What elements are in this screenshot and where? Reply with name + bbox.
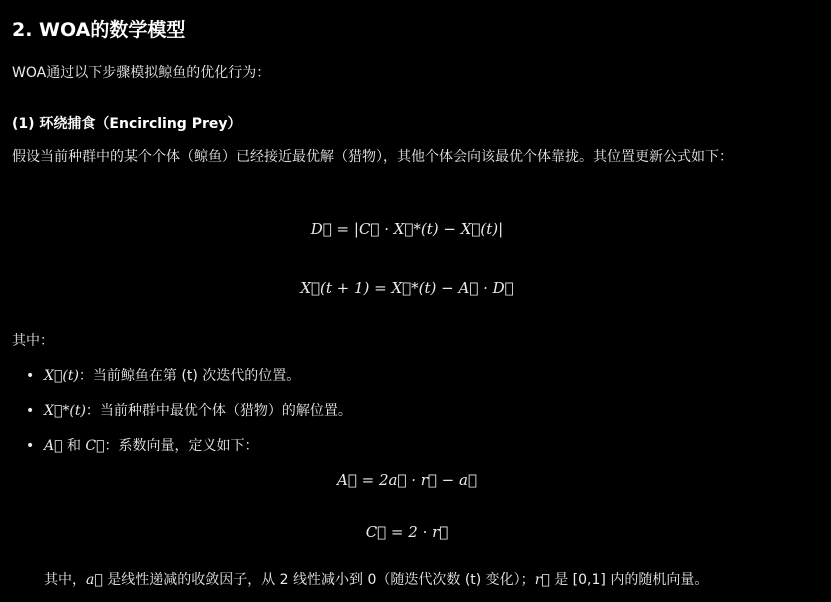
math-symbol: X⃗*(t)	[44, 403, 86, 419]
bullet-text: 和	[62, 438, 86, 454]
bullet-item	[26, 400, 352, 420]
bullet-item	[26, 365, 300, 385]
note-text: 是 [0,1] 内的随机向量。	[549, 572, 709, 588]
bullet-dot: •	[26, 368, 35, 384]
formula-c: C⃗ = 2 · r⃗	[365, 523, 449, 541]
formula-d: D⃗ = |C⃗ · X⃗*(t) − X⃗(t)|	[310, 220, 504, 238]
bullet-text: ：系数向量，定义如下：	[104, 438, 259, 454]
bullet-text: ：当前鲸鱼在第 (t) 次迭代的位置。	[78, 368, 301, 384]
where-label: 其中：	[12, 333, 54, 349]
math-symbol: r⃗	[534, 572, 550, 588]
math-symbol: C⃗	[85, 438, 105, 454]
bullet-item	[26, 435, 259, 455]
math-symbol: X⃗(t)	[44, 368, 79, 384]
note-text: 是线性递减的收敛因子，从 2 线性减小到 0（随迭代次数 (t) 变化）；	[102, 572, 535, 588]
bullet-dot: •	[26, 403, 35, 419]
intro-paragraph: WOA通过以下步骤模拟鲸鱼的优化行为：	[12, 65, 271, 81]
bullet-dot: •	[26, 438, 35, 454]
note-paragraph	[44, 569, 708, 589]
math-symbol: a⃗	[86, 572, 103, 588]
formula-x-update: X⃗(t + 1) = X⃗*(t) − A⃗ · D⃗	[300, 279, 514, 297]
subsection-title: (1) 环绕捕食（Encircling Prey）	[12, 116, 242, 132]
math-symbol: A⃗	[44, 438, 63, 454]
formula-a: A⃗ = 2a⃗ · r⃗ − a⃗	[337, 471, 477, 489]
bullet-text: ：当前种群中最优个体（猎物）的解位置。	[85, 403, 352, 419]
section-heading: 2. WOA的数学模型	[12, 19, 186, 41]
subsection-description: 假设当前种群中的某个个体（鲸鱼）已经接近最优解（猎物），其他个体会向该最优个体靠拢。其位置更新公式如下：	[12, 149, 733, 165]
note-text: 其中，	[44, 572, 86, 588]
